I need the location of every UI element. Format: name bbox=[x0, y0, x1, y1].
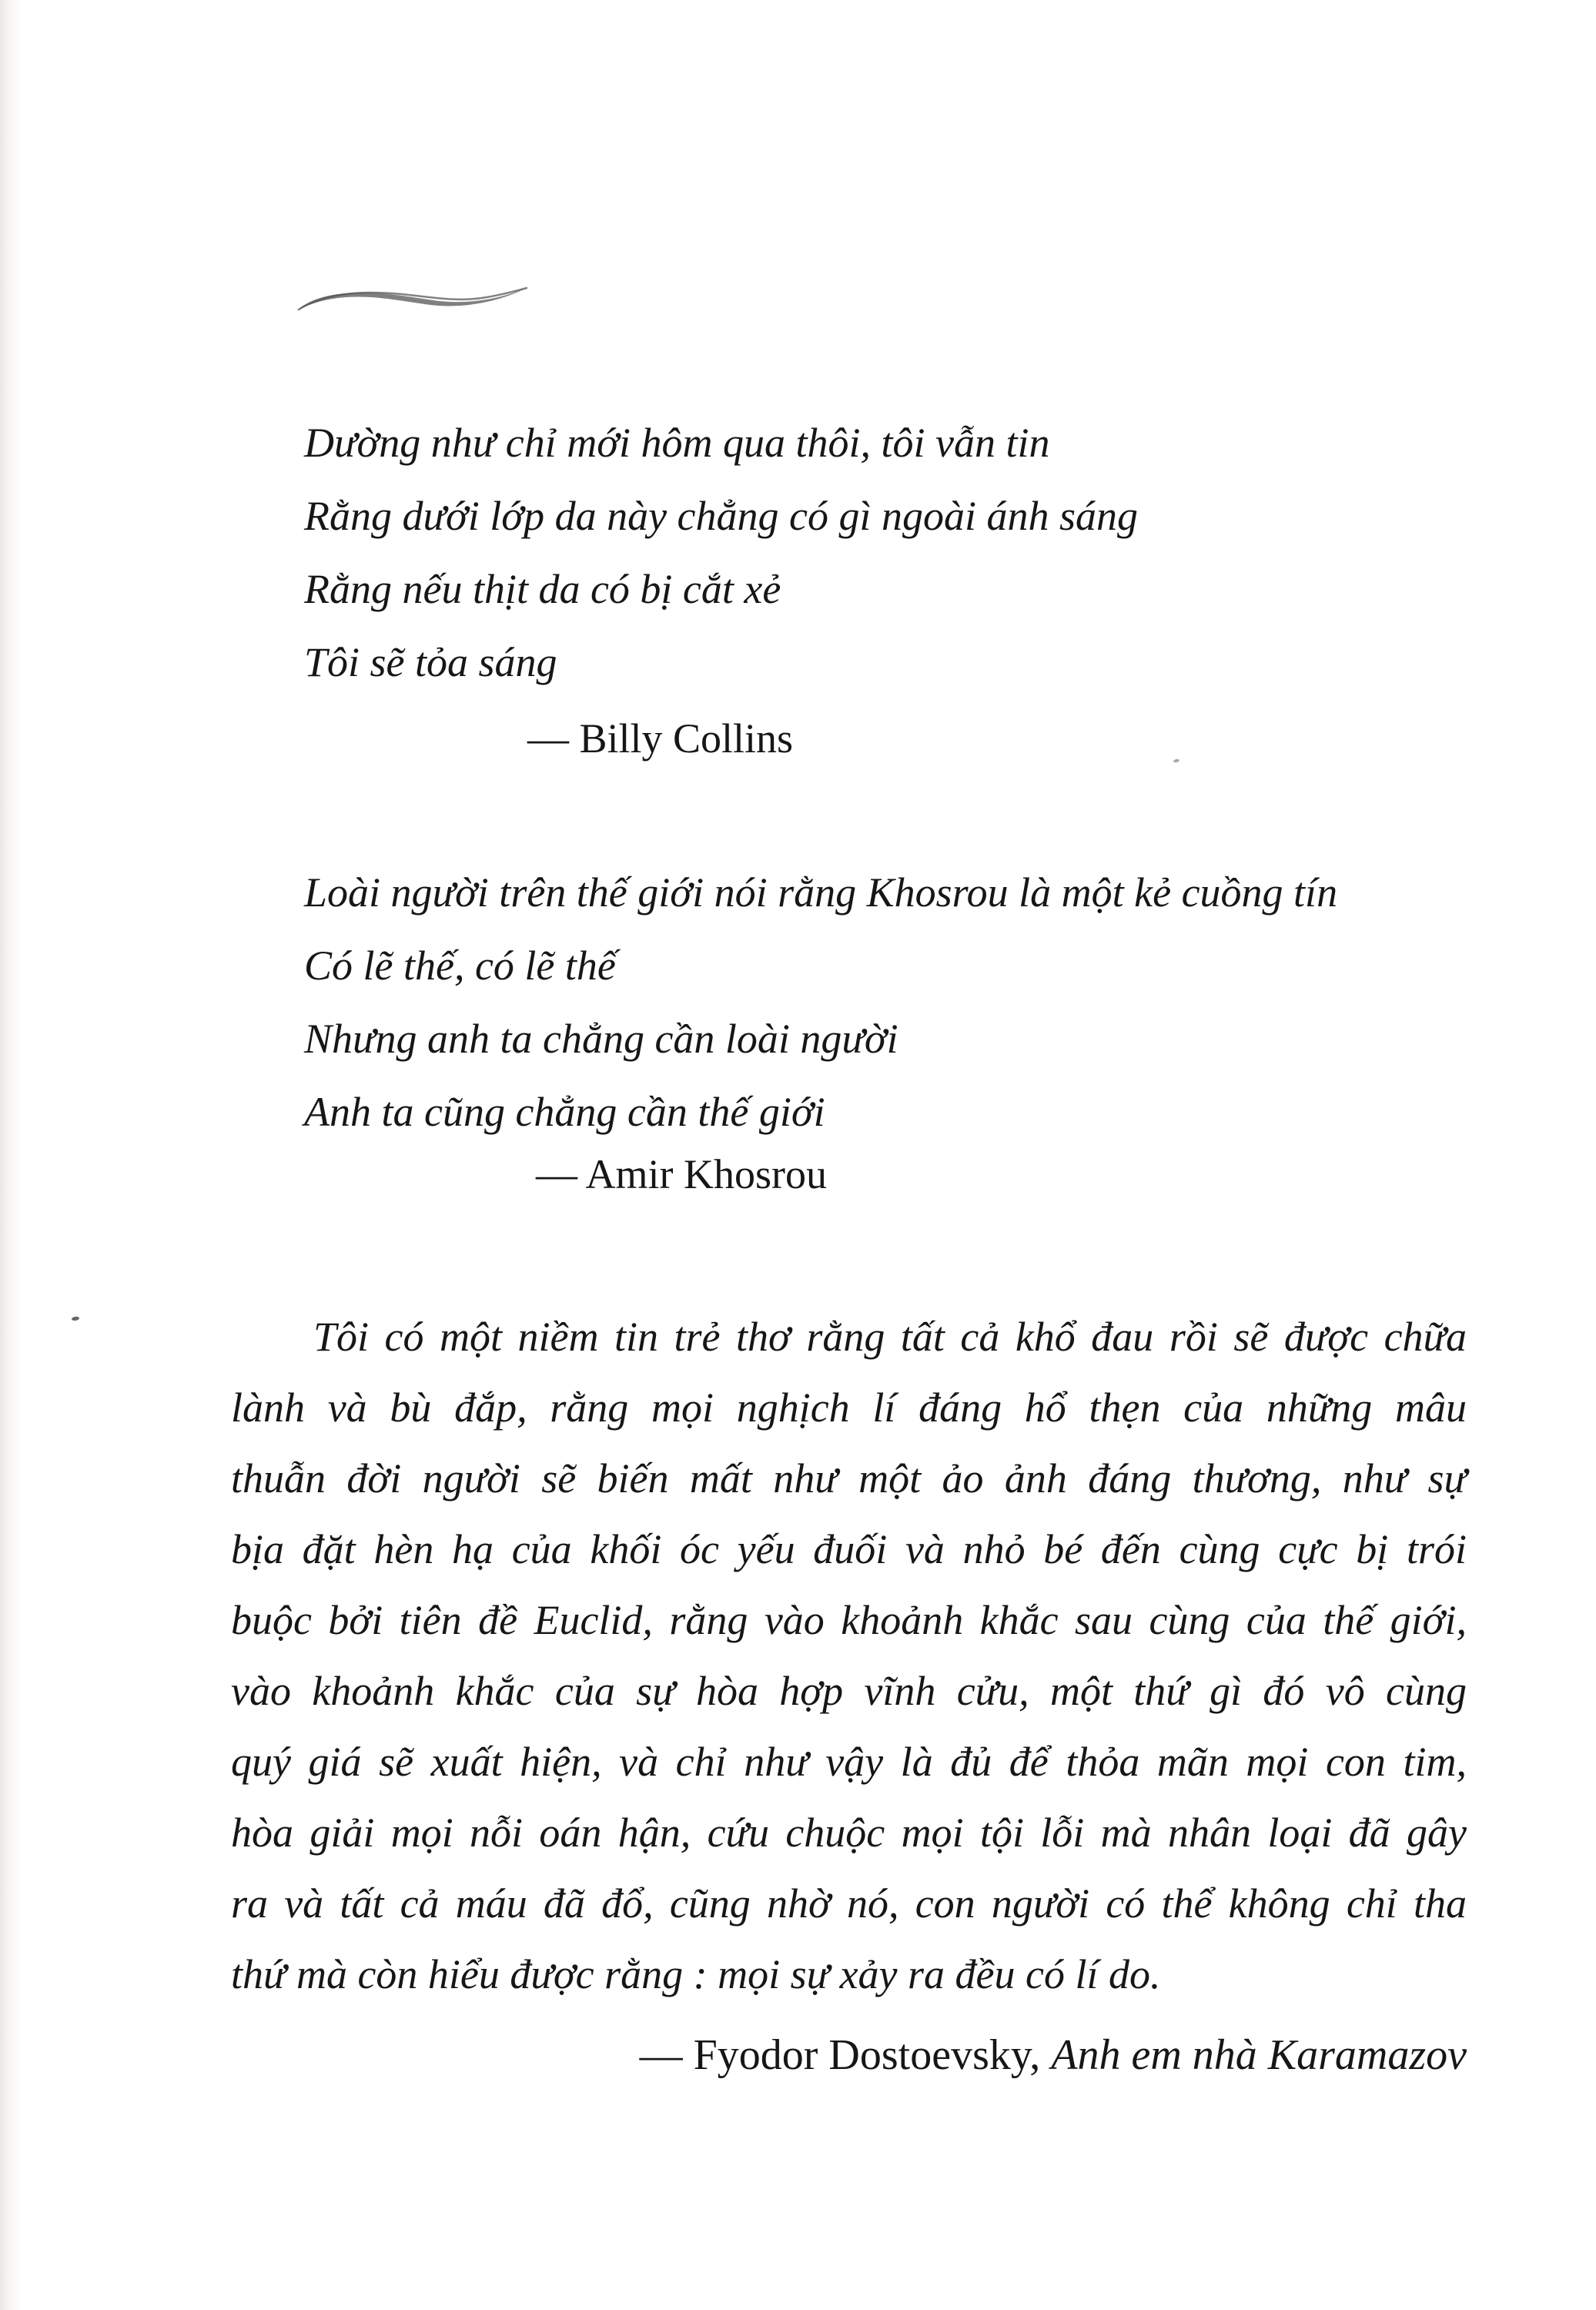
scan-speck bbox=[72, 1316, 80, 1321]
poem-line: Dường như chỉ mới hôm qua thôi, tôi vẫn tin bbox=[304, 420, 1050, 466]
poem-line: Rằng nếu thịt da có bị cắt xẻ bbox=[304, 566, 781, 612]
epigraph-poem-billy-collins bbox=[304, 407, 1138, 699]
prose-line: ra và tất cả máu đã đổ, cũng nhờ nó, con người có thể không chỉ tha bbox=[231, 1880, 1467, 1927]
epigraph-prose-dostoevsky bbox=[231, 1301, 1467, 2010]
prose-line: lành và bù đắp, rằng mọi nghịch lí đáng hổ thẹn của những mâu bbox=[231, 1384, 1467, 1431]
attribution-amir-khosrou: — Amir Khosrou bbox=[536, 1151, 827, 1197]
prose-line: hòa giải mọi nỗi oán hận, cứu chuộc mọi tội lỗi mà nhân loại đã gây bbox=[231, 1810, 1467, 1856]
prose-line: bịa đặt hèn hạ của khối óc yếu đuối và nhỏ bé đến cùng cực bị trói bbox=[231, 1526, 1467, 1572]
epigraph-poem-amir-khosrou bbox=[304, 856, 1337, 1149]
attribution-author-name: — Fyodor Dostoevsky, bbox=[639, 2031, 1052, 2079]
scan-speck bbox=[1173, 758, 1180, 763]
poem-line: Nhưng anh ta chẳng cần loài người bbox=[304, 1016, 898, 1062]
prose-line: buộc bởi tiên đề Euclid, rằng vào khoảnh khắc sau cùng của thế giới, bbox=[231, 1597, 1467, 1643]
poem-line: Loài người trên thế giới nói rằng Khosrou là một kẻ cuồng tín bbox=[304, 869, 1338, 916]
prose-line: quý giá sẽ xuất hiện, và chỉ như vậy là đủ để thỏa mãn mọi con tim, bbox=[231, 1739, 1467, 1785]
attribution-book-title: Anh em nhà Karamazov bbox=[1051, 2031, 1467, 2079]
prose-line: Tôi có một niềm tin trẻ thơ rằng tất cả khổ đau rồi sẽ được chữa bbox=[313, 1314, 1467, 1360]
flourish-swoosh-ornament bbox=[297, 286, 533, 314]
poem-line: Rằng dưới lớp da này chẳng có gì ngoài ánh sáng bbox=[304, 493, 1139, 539]
attribution-billy-collins: — Billy Collins bbox=[527, 715, 794, 762]
poem-line: Tôi sẽ tỏa sáng bbox=[304, 639, 557, 685]
attribution-dostoevsky bbox=[231, 2019, 1467, 2092]
poem-line: Có lẽ thế, có lẽ thế bbox=[304, 942, 616, 989]
prose-line: thứ mà còn hiểu được rằng : mọi sự xảy ra đều có lí do. bbox=[231, 1951, 1161, 1997]
prose-line: vào khoảnh khắc của sự hòa hợp vĩnh cửu, một thứ gì đó vô cùng bbox=[231, 1668, 1467, 1714]
prose-line: thuẫn đời người sẽ biến mất như một ảo ảnh đáng thương, như sự bbox=[231, 1455, 1467, 1502]
poem-line: Anh ta cũng chẳng cần thế giới bbox=[304, 1089, 825, 1135]
